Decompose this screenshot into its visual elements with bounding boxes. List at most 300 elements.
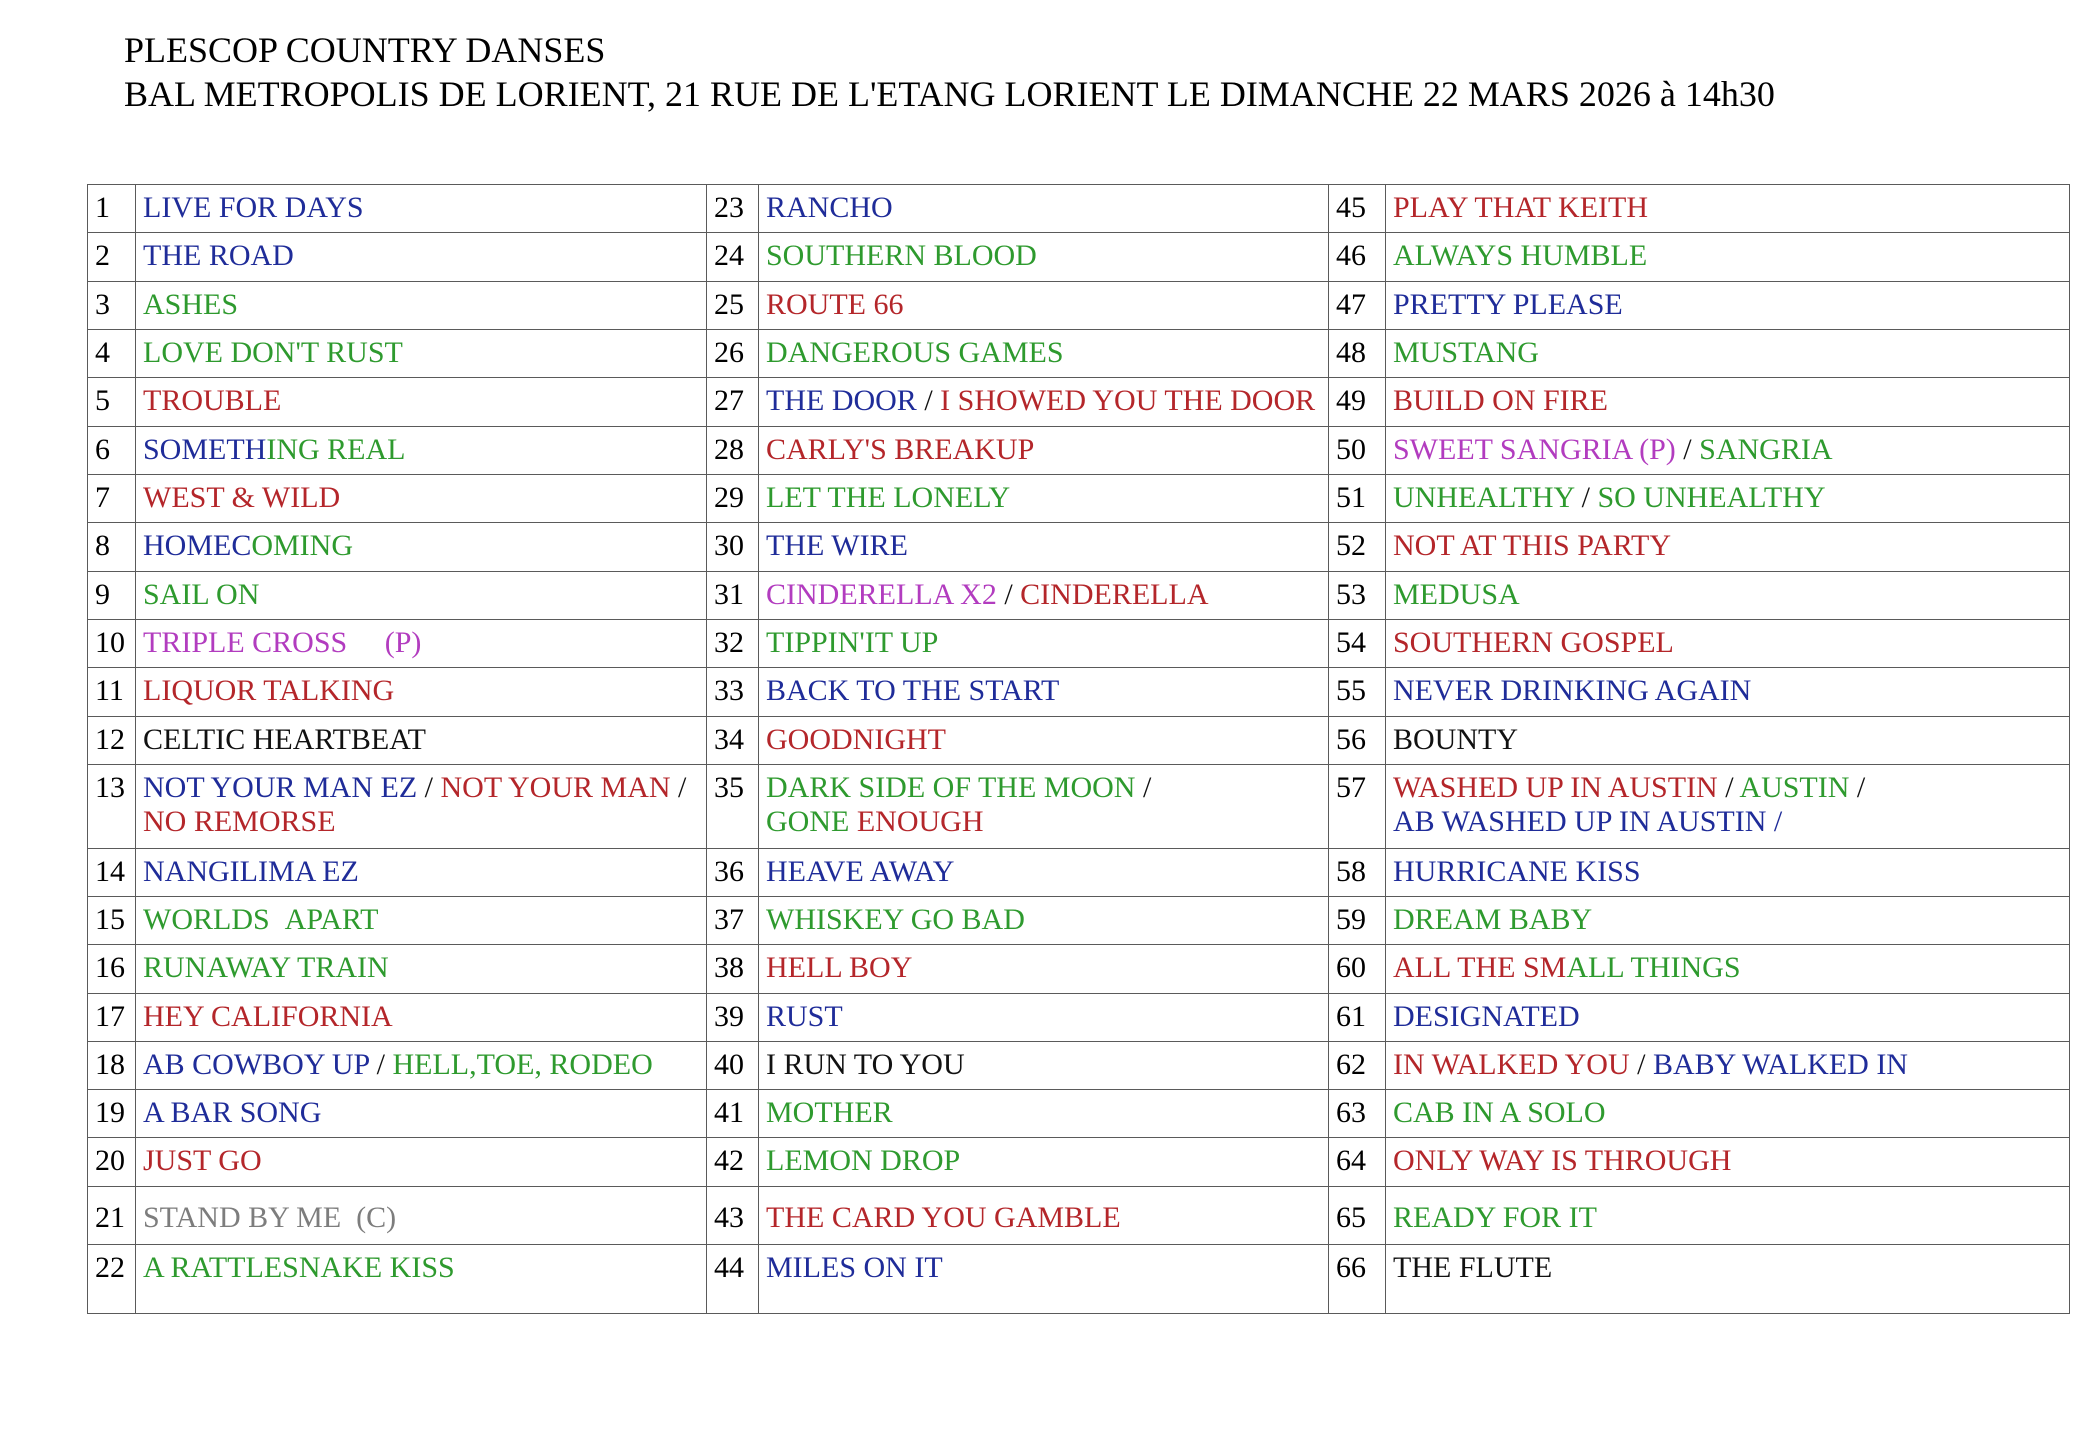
dance-title-line: [766, 951, 1320, 985]
dance-title-line: [766, 384, 1320, 418]
dance-title-line: [1393, 1251, 2061, 1285]
dance-title-segment: SANGRIA: [1699, 432, 1833, 466]
dance-title-segment: NOT YOUR MAN EZ: [143, 770, 418, 804]
dance-title-segment: AB WASHED UP IN AUSTIN /: [1393, 804, 1783, 838]
dance-title: [136, 233, 707, 281]
dance-title: [759, 1245, 1329, 1314]
dance-number: 66: [1329, 1245, 1386, 1314]
dance-playlist-table: [87, 184, 2070, 1314]
dance-title-segment: NO REMORSE: [143, 804, 336, 838]
dance-title-segment: HOMEC: [143, 529, 252, 563]
dance-title: [1386, 281, 2070, 329]
dance-title: [1386, 764, 2070, 848]
title-separator: /: [369, 1047, 393, 1081]
dance-title-line: [1393, 951, 2061, 985]
dance-title-line: [766, 1000, 1320, 1034]
dance-title-segment: ING REAL: [266, 432, 406, 466]
dance-title: [759, 329, 1329, 377]
dance-title: [136, 764, 707, 848]
dance-title-segment: HURRICANE KISS: [1393, 854, 1641, 888]
dance-title: [1386, 668, 2070, 716]
dance-title-line: [1393, 384, 2061, 418]
dance-title-line: [766, 1251, 1320, 1285]
dance-title-segment: CARLY'S BREAKUP: [766, 432, 1035, 466]
dance-title-segment: READY FOR IT: [1393, 1200, 1597, 1234]
dance-title: [136, 185, 707, 233]
dance-title-line: [143, 723, 698, 757]
dance-title: [136, 993, 707, 1041]
dance-number: 25: [707, 281, 759, 329]
table-row: [88, 1090, 2070, 1138]
dance-number: 47: [1329, 281, 1386, 329]
dance-number: 50: [1329, 426, 1386, 474]
dance-title: [136, 378, 707, 426]
dance-number: 16: [88, 945, 136, 993]
dance-title-segment: AUSTIN: [1739, 770, 1850, 804]
dance-title-segment: JUST GO: [143, 1144, 262, 1178]
dance-number: 65: [1329, 1186, 1386, 1244]
dance-title-line: [766, 1144, 1320, 1178]
title-separator: /: [1574, 480, 1598, 514]
dance-number: 14: [88, 848, 136, 896]
dance-title-line: [1393, 805, 2061, 839]
dance-number: 10: [88, 619, 136, 667]
dance-title-line: [143, 336, 698, 370]
dance-title: [136, 1245, 707, 1314]
dance-title: [136, 1041, 707, 1089]
dance-number: 1: [88, 185, 136, 233]
dance-number: 53: [1329, 571, 1386, 619]
dance-number: 61: [1329, 993, 1386, 1041]
table-row: [88, 716, 2070, 764]
dance-title-segment: A BAR SONG: [143, 1096, 322, 1130]
dance-title-line: [143, 481, 698, 515]
dance-title-segment: HEAVE AWAY: [766, 854, 955, 888]
dance-title: [1386, 185, 2070, 233]
dance-title-segment: THE DOOR: [766, 384, 917, 418]
dance-number: 11: [88, 668, 136, 716]
dance-number: 58: [1329, 848, 1386, 896]
dance-number: 3: [88, 281, 136, 329]
dance-title-line: [1393, 626, 2061, 660]
dance-title-segment: THE FLUTE: [1393, 1251, 1553, 1285]
dance-title-line: [143, 1201, 698, 1235]
dance-title: [136, 281, 707, 329]
dance-title: [759, 1041, 1329, 1089]
dance-title-segment: LEMON DROP: [766, 1144, 961, 1178]
dance-title-segment: WASHED UP IN AUSTIN: [1393, 770, 1718, 804]
dance-title: [759, 378, 1329, 426]
table-row: [88, 1186, 2070, 1244]
dance-number: 42: [707, 1138, 759, 1186]
dance-number: 63: [1329, 1090, 1386, 1138]
dance-title: [759, 1090, 1329, 1138]
dance-title-segment: SO UNHEALTHY: [1597, 480, 1826, 514]
dance-title-segment: BUILD ON FIRE: [1393, 384, 1608, 418]
dance-title-line: [143, 578, 698, 612]
dance-title-line: [143, 384, 698, 418]
title-separator: /: [1629, 1047, 1653, 1081]
title-separator: /: [1717, 770, 1740, 804]
table-row: [88, 185, 2070, 233]
dance-title-segment: MOTHER: [766, 1096, 893, 1130]
dance-title-line: [143, 529, 698, 563]
title-separator: /: [1135, 770, 1152, 804]
dance-number: 15: [88, 896, 136, 944]
dance-title-segment: PLAY THAT KEITH: [1393, 191, 1649, 224]
dance-title-line: [1393, 239, 2061, 273]
dance-number: 29: [707, 474, 759, 522]
table-row: [88, 1041, 2070, 1089]
dance-title-line: [143, 855, 698, 889]
dance-number: 26: [707, 329, 759, 377]
dance-title-line: [766, 723, 1320, 757]
dance-title-line: [1393, 1048, 2061, 1082]
dance-title-line: [766, 626, 1320, 660]
dance-title: [759, 619, 1329, 667]
dance-number: 43: [707, 1186, 759, 1244]
dance-number: 62: [1329, 1041, 1386, 1089]
dance-title-line: [1393, 1000, 2061, 1034]
table-row: [88, 523, 2070, 571]
dance-title: [1386, 1186, 2070, 1244]
dance-title: [136, 426, 707, 474]
dance-title-line: [143, 903, 698, 937]
table-row: [88, 945, 2070, 993]
dance-title-segment: THE CARD YOU GAMBLE: [766, 1200, 1121, 1234]
dance-number: 38: [707, 945, 759, 993]
dance-title-segment: THE ROAD: [143, 239, 294, 273]
event-details: BAL METROPOLIS DE LORIENT, 21 RUE DE L'ETANG LORIENT LE DIMANCHE 22 MARS 2026 à 14h30: [124, 74, 1775, 114]
table-row: [88, 668, 2070, 716]
dance-number: 8: [88, 523, 136, 571]
table-row: [88, 993, 2070, 1041]
dance-number: 34: [707, 716, 759, 764]
dance-number: 59: [1329, 896, 1386, 944]
dance-number: 56: [1329, 716, 1386, 764]
dance-title: [136, 848, 707, 896]
dance-number: 54: [1329, 619, 1386, 667]
table-row: [88, 1138, 2070, 1186]
dance-title-line: [1393, 578, 2061, 612]
dance-title-segment: IN WALKED YOU: [1393, 1047, 1630, 1081]
dance-title: [136, 896, 707, 944]
dance-title-line: [766, 288, 1320, 322]
dance-title-line: [766, 1201, 1320, 1235]
dance-number: 60: [1329, 945, 1386, 993]
dance-number: 37: [707, 896, 759, 944]
dance-number: 36: [707, 848, 759, 896]
title-separator: /: [1849, 770, 1866, 804]
dance-title-segment: GONE: [766, 804, 857, 838]
dance-title-segment: HELL,TOE, RODEO: [392, 1047, 653, 1081]
dance-title-line: [766, 674, 1320, 708]
dance-title-segment: SOUTHERN BLOOD: [766, 239, 1037, 273]
dance-number: 6: [88, 426, 136, 474]
dance-number: 23: [707, 185, 759, 233]
dance-title-line: [766, 1048, 1320, 1082]
dance-number: 20: [88, 1138, 136, 1186]
table-row: [88, 233, 2070, 281]
dance-number: 49: [1329, 378, 1386, 426]
dance-title: [136, 474, 707, 522]
dance-number: 45: [1329, 185, 1386, 233]
dance-title-segment: SOUTHERN GOSPEL: [1393, 625, 1674, 659]
dance-title-segment: CINDERELLA X2: [766, 577, 997, 611]
dance-number: 31: [707, 571, 759, 619]
dance-title-segment: RUST: [766, 999, 843, 1033]
dance-title: [759, 523, 1329, 571]
dance-title-line: [1393, 1201, 2061, 1235]
dance-number: 35: [707, 764, 759, 848]
dance-number: 13: [88, 764, 136, 848]
dance-title-segment: I RUN TO YOU: [766, 1047, 965, 1081]
dance-number: 46: [1329, 233, 1386, 281]
dance-title: [1386, 716, 2070, 764]
dance-title-line: [766, 336, 1320, 370]
dance-title-line: [1393, 481, 2061, 515]
dance-title-line: [1393, 903, 2061, 937]
dance-number: 32: [707, 619, 759, 667]
dance-title-segment: MUSTANG: [1393, 335, 1539, 369]
dance-number: 21: [88, 1186, 136, 1244]
dance-title-line: [1393, 529, 2061, 563]
document-header: [124, 28, 1775, 116]
dance-title-segment: BACK TO THE START: [766, 674, 1060, 708]
dance-title-segment: NANGILIMA EZ: [143, 854, 359, 888]
dance-title: [136, 1138, 707, 1186]
dance-title: [759, 281, 1329, 329]
dance-number: 22: [88, 1245, 136, 1314]
dance-title-line: [1393, 191, 2061, 225]
dance-title: [759, 945, 1329, 993]
dance-title-segment: BOUNTY: [1393, 722, 1518, 756]
dance-number: 51: [1329, 474, 1386, 522]
title-separator: /: [417, 770, 441, 804]
table-row: [88, 474, 2070, 522]
dance-title-line: [1393, 771, 2061, 805]
dance-title-line: [143, 1251, 698, 1285]
club-name: PLESCOP COUNTRY DANSES: [124, 30, 606, 70]
table-row: [88, 571, 2070, 619]
dance-title: [759, 668, 1329, 716]
dance-title-segment: UNHEALTHY: [1393, 480, 1575, 514]
dance-number: 27: [707, 378, 759, 426]
dance-title-segment: OMING: [251, 529, 354, 563]
dance-title-line: [1393, 433, 2061, 467]
dance-number: 19: [88, 1090, 136, 1138]
dance-title-segment: PRETTY PLEASE: [1393, 287, 1623, 321]
dance-title-segment: TRIPLE CROSS (P): [143, 625, 422, 659]
dance-title-segment: DANGEROUS GAMES: [766, 335, 1064, 369]
dance-title: [1386, 426, 2070, 474]
dance-title-segment: WORLDS APART: [143, 902, 379, 936]
dance-title-segment: MILES ON IT: [766, 1251, 943, 1285]
dance-title: [1386, 571, 2070, 619]
dance-title-segment: TROUBLE: [143, 384, 282, 418]
dance-title-line: [143, 239, 698, 273]
dance-title-segment: CINDERELLA: [1020, 577, 1209, 611]
playlist-body: [88, 185, 2070, 1314]
dance-title-line: [766, 191, 1320, 225]
table-row: [88, 329, 2070, 377]
dance-title-line: [1393, 723, 2061, 757]
dance-title-line: [143, 674, 698, 708]
dance-title: [136, 523, 707, 571]
table-row: [88, 619, 2070, 667]
dance-number: 55: [1329, 668, 1386, 716]
dance-title-segment: LIQUOR TALKING: [143, 674, 395, 708]
dance-number: 7: [88, 474, 136, 522]
dance-number: 44: [707, 1245, 759, 1314]
dance-title: [759, 1138, 1329, 1186]
dance-number: 24: [707, 233, 759, 281]
dance-number: 39: [707, 993, 759, 1041]
dance-number: 41: [707, 1090, 759, 1138]
dance-title: [136, 1090, 707, 1138]
table-row: [88, 281, 2070, 329]
table-row: [88, 378, 2070, 426]
title-separator: /: [670, 770, 687, 804]
dance-title-segment: SOMETH: [143, 432, 267, 466]
dance-title: [136, 329, 707, 377]
dance-title-line: [766, 1096, 1320, 1130]
dance-title-segment: MEDUSA: [1393, 577, 1520, 611]
dance-title: [1386, 378, 2070, 426]
dance-title-segment: ALL THE SM: [1393, 951, 1567, 985]
dance-title: [1386, 619, 2070, 667]
dance-title-line: [143, 626, 698, 660]
table-row: [88, 896, 2070, 944]
dance-title-line: [143, 1000, 698, 1034]
dance-title: [759, 474, 1329, 522]
dance-title-segment: THE WIRE: [766, 529, 908, 563]
dance-title-segment: LET THE LONELY: [766, 480, 1011, 514]
dance-title-segment: NEVER DRINKING AGAIN: [1393, 674, 1752, 708]
dance-title: [136, 945, 707, 993]
dance-title-segment: WEST & WILD: [143, 480, 341, 514]
dance-title: [1386, 523, 2070, 571]
dance-title-line: [1393, 288, 2061, 322]
dance-title: [136, 571, 707, 619]
dance-title-segment: CAB IN A SOLO: [1393, 1096, 1606, 1130]
title-separator: /: [996, 577, 1021, 611]
dance-number: 4: [88, 329, 136, 377]
dance-number: 30: [707, 523, 759, 571]
dance-title: [1386, 896, 2070, 944]
dance-title-segment: WHISKEY GO BAD: [766, 902, 1025, 936]
dance-title-segment: RANCHO: [766, 191, 893, 224]
dance-title: [1386, 1245, 2070, 1314]
dance-number: 64: [1329, 1138, 1386, 1186]
dance-title-segment: ALL THINGS: [1566, 951, 1741, 985]
dance-title-segment: ALWAYS HUMBLE: [1393, 239, 1648, 273]
dance-title: [1386, 1041, 2070, 1089]
dance-title: [1386, 945, 2070, 993]
dance-title-segment: BABY WALKED IN: [1652, 1047, 1908, 1081]
dance-title-segment: TIPPIN'IT UP: [766, 625, 939, 659]
dance-title-segment: HELL BOY: [766, 951, 913, 985]
dance-title-segment: HEY CALIFORNIA: [143, 999, 393, 1033]
dance-title-segment: STAND BY ME (C): [143, 1200, 397, 1234]
dance-title-line: [1393, 1096, 2061, 1130]
dance-title-segment: AB COWBOY UP: [143, 1047, 370, 1081]
dance-title-segment: RUNAWAY TRAIN: [143, 951, 389, 985]
dance-number: 57: [1329, 764, 1386, 848]
dance-title-line: [1393, 855, 2061, 889]
dance-title-line: [143, 1048, 698, 1082]
dance-title: [759, 848, 1329, 896]
dance-title: [759, 716, 1329, 764]
title-separator: /: [916, 384, 941, 418]
dance-title-segment: GOODNIGHT: [766, 722, 946, 756]
dance-title-line: [766, 433, 1320, 467]
dance-number: 28: [707, 426, 759, 474]
dance-number: 12: [88, 716, 136, 764]
dance-title-segment: DREAM BABY: [1393, 902, 1593, 936]
dance-number: 52: [1329, 523, 1386, 571]
dance-title-line: [143, 288, 698, 322]
dance-title: [136, 668, 707, 716]
dance-title-line: [766, 805, 1320, 839]
dance-title-segment: I SHOWED YOU THE DOOR: [940, 384, 1316, 418]
dance-title-line: [766, 529, 1320, 563]
dance-title: [1386, 329, 2070, 377]
dance-title: [759, 896, 1329, 944]
dance-title-line: [143, 191, 698, 225]
dance-title-line: [766, 771, 1320, 805]
table-row: [88, 1245, 2070, 1314]
dance-number: 40: [707, 1041, 759, 1089]
dance-title: [136, 619, 707, 667]
dance-title: [759, 571, 1329, 619]
dance-title-segment: ROUTE 66: [766, 287, 904, 321]
dance-title-segment: ENOUGH: [856, 804, 984, 838]
dance-number: 18: [88, 1041, 136, 1089]
dance-title-segment: ONLY WAY IS THROUGH: [1393, 1144, 1732, 1178]
dance-title: [1386, 474, 2070, 522]
dance-title: [1386, 233, 2070, 281]
dance-title-segment: NOT AT THIS PARTY: [1393, 529, 1671, 563]
dance-title-line: [143, 771, 698, 805]
dance-title-line: [1393, 674, 2061, 708]
dance-title-segment: CELTIC HEARTBEAT: [143, 722, 426, 756]
dance-title-segment: LOVE DON'T RUST: [143, 335, 403, 369]
table-row: [88, 426, 2070, 474]
dance-title-line: [1393, 1144, 2061, 1178]
dance-number: 9: [88, 571, 136, 619]
dance-title: [759, 993, 1329, 1041]
dance-number: 33: [707, 668, 759, 716]
dance-title-line: [143, 805, 698, 839]
dance-title-line: [143, 951, 698, 985]
dance-title: [136, 716, 707, 764]
dance-title: [759, 185, 1329, 233]
dance-title: [759, 426, 1329, 474]
dance-number: 5: [88, 378, 136, 426]
title-separator: /: [1675, 432, 1700, 466]
dance-title-segment: DARK SIDE OF THE MOON: [766, 770, 1136, 804]
dance-number: 48: [1329, 329, 1386, 377]
dance-number: 17: [88, 993, 136, 1041]
dance-title-line: [143, 1096, 698, 1130]
dance-title: [1386, 1090, 2070, 1138]
dance-title: [759, 233, 1329, 281]
table-row: [88, 764, 2070, 848]
dance-title-segment: SWEET SANGRIA (P): [1393, 432, 1676, 466]
dance-title-line: [143, 1144, 698, 1178]
dance-title-line: [766, 903, 1320, 937]
